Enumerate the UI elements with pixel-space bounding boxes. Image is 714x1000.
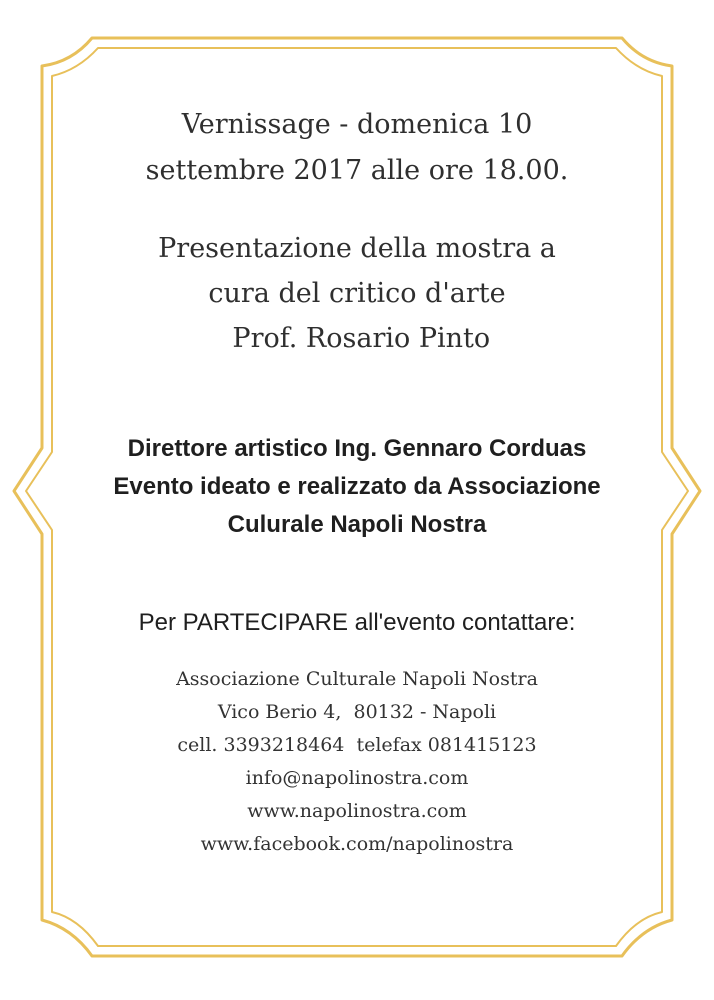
credits-info <box>0 430 714 544</box>
contact-organization: Associazione Culturale Napoli Nostra <box>176 668 538 690</box>
credits-line-2: Evento ideato e realizzato da Associazione <box>113 473 601 500</box>
participate-heading <box>0 605 714 641</box>
credits-line-3: Culurale Napoli Nostra <box>227 511 487 538</box>
participate-text: Per PARTECIPARE all'evento contattare: <box>138 609 576 636</box>
vernissage-line-1: Vernissage - domenica 10 <box>181 109 533 140</box>
contact-details <box>0 663 714 861</box>
presentation-info <box>0 226 714 361</box>
credits-line-1: Direttore artistico Ing. Gennaro Corduas <box>127 435 587 462</box>
contact-address: Vico Berio 4, 80132 - Napoli <box>217 701 497 723</box>
contact-facebook-link[interactable]: www.facebook.com/napolinostra <box>200 833 514 855</box>
contact-email-link[interactable]: info@napolinostra.com <box>245 767 469 789</box>
vernissage-line-2: settembre 2017 alle ore 18.00. <box>145 155 569 186</box>
presentation-line-2: cura del critico d'arte <box>208 278 506 309</box>
vernissage-info <box>0 102 714 194</box>
contact-phones: cell. 3393218464 telefax 081415123 <box>177 734 537 756</box>
presentation-line-1: Presentazione della mostra a <box>158 233 556 264</box>
contact-website-link[interactable]: www.napolinostra.com <box>247 800 467 822</box>
presentation-line-3: Prof. Rosario Pinto <box>223 323 491 354</box>
